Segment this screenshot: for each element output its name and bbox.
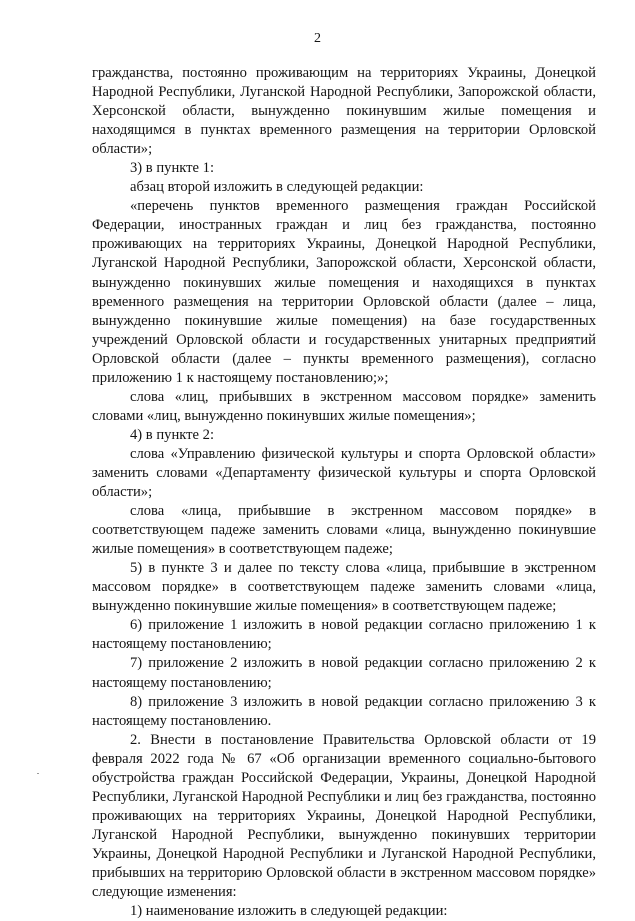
paragraph: 7) приложение 2 изложить в новой редакции согласно приложению 2 к настоящему постановлению; (92, 655, 596, 691)
paragraph: 8) приложение 3 изложить в новой редакции согласно приложению 3 к настоящему постановлению. (92, 693, 596, 729)
paragraph: 3) в пункте 1: (130, 160, 215, 177)
paragraph: 4) в пункте 2: (130, 426, 215, 443)
paragraph: слова «Управлению физической культуры и спорта Орловской области» заменить словами «Департаменту физической культуры и спорта Орловской области»; (92, 445, 596, 501)
paragraph: 6) приложение 1 изложить в новой редакции согласно приложению 1 к настоящему постановлению; (92, 617, 596, 653)
paragraph: 2. Внести в постановление Правительства Орловской области от 19 февраля 2022 года № 67 «Об организации временного социально-бытового обустройства граждан Российской Федерации, Украины, Донецкой Народной Республики, Луганской Народной Республики и лиц без гражданства, постоянно проживающих на территориях Украины, Донецкой Народной Республики, Луганской Народной Республики, вынужденно покинувших территории Украины, Донецкой Народной Республики и Луганской Народной Республики, прибывших на территорию Орловской области в экстренном массовом порядке» следующие изменения: (92, 731, 596, 901)
paragraph: «перечень пунктов временного размещения граждан Российской Федерации, иностранных граждан и лиц без гражданства, постоянно проживающих на территориях Украины, Донецкой Народной Республики, Луганской Народной Республики, Запорожской области, Херсонской области, вынужденно покинувших жилые помещения и находящихся в пунктах временного размещения на территории Орловской области (далее – лица, вынужденно покинувшие жилые помещения) на базе государственных учреждений Орловской области и государственных унитарных предприятий Орловской области (далее – пункты временного размещения), согласно приложению 1 к настоящему постановлению;»; (92, 198, 596, 386)
paragraph: слова «лица, прибывшие в экстренном массовом порядке» в соответствующем падеже заменить словами «лица, вынужденно покинувшие жилые помещения» в соответствующем падеже; (92, 503, 596, 558)
page-number: 2 (314, 31, 321, 46)
paragraph: абзац второй изложить в следующей редакции: (130, 179, 424, 196)
scan-speck (37, 773, 39, 774)
paragraph: слова «лиц, прибывших в экстренном массовом порядке» заменить словами «лиц, вынужденно покинувших жилые помещения»; (92, 388, 596, 424)
paragraph: 5) в пункте 3 и далее по тексту слова «лица, прибывшие в экстренном массовом порядке» в соответствующем падеже заменить словами «лица, вынужденно покинувшие жилые помещения» в соответствующем падеже; (92, 560, 596, 615)
paragraph: 1) наименование изложить в следующей редакции: (130, 903, 448, 920)
document-body (92, 64, 596, 921)
paragraph: гражданства, постоянно проживающим на территориях Украины, Донецкой Народной Республики, Луганской Народной Республики, Запорожской области, Херсонской области, вынужденно покинувшим жилые помещения и находящимся в пунктах временного размещения на территории Орловской области»; (92, 65, 596, 158)
